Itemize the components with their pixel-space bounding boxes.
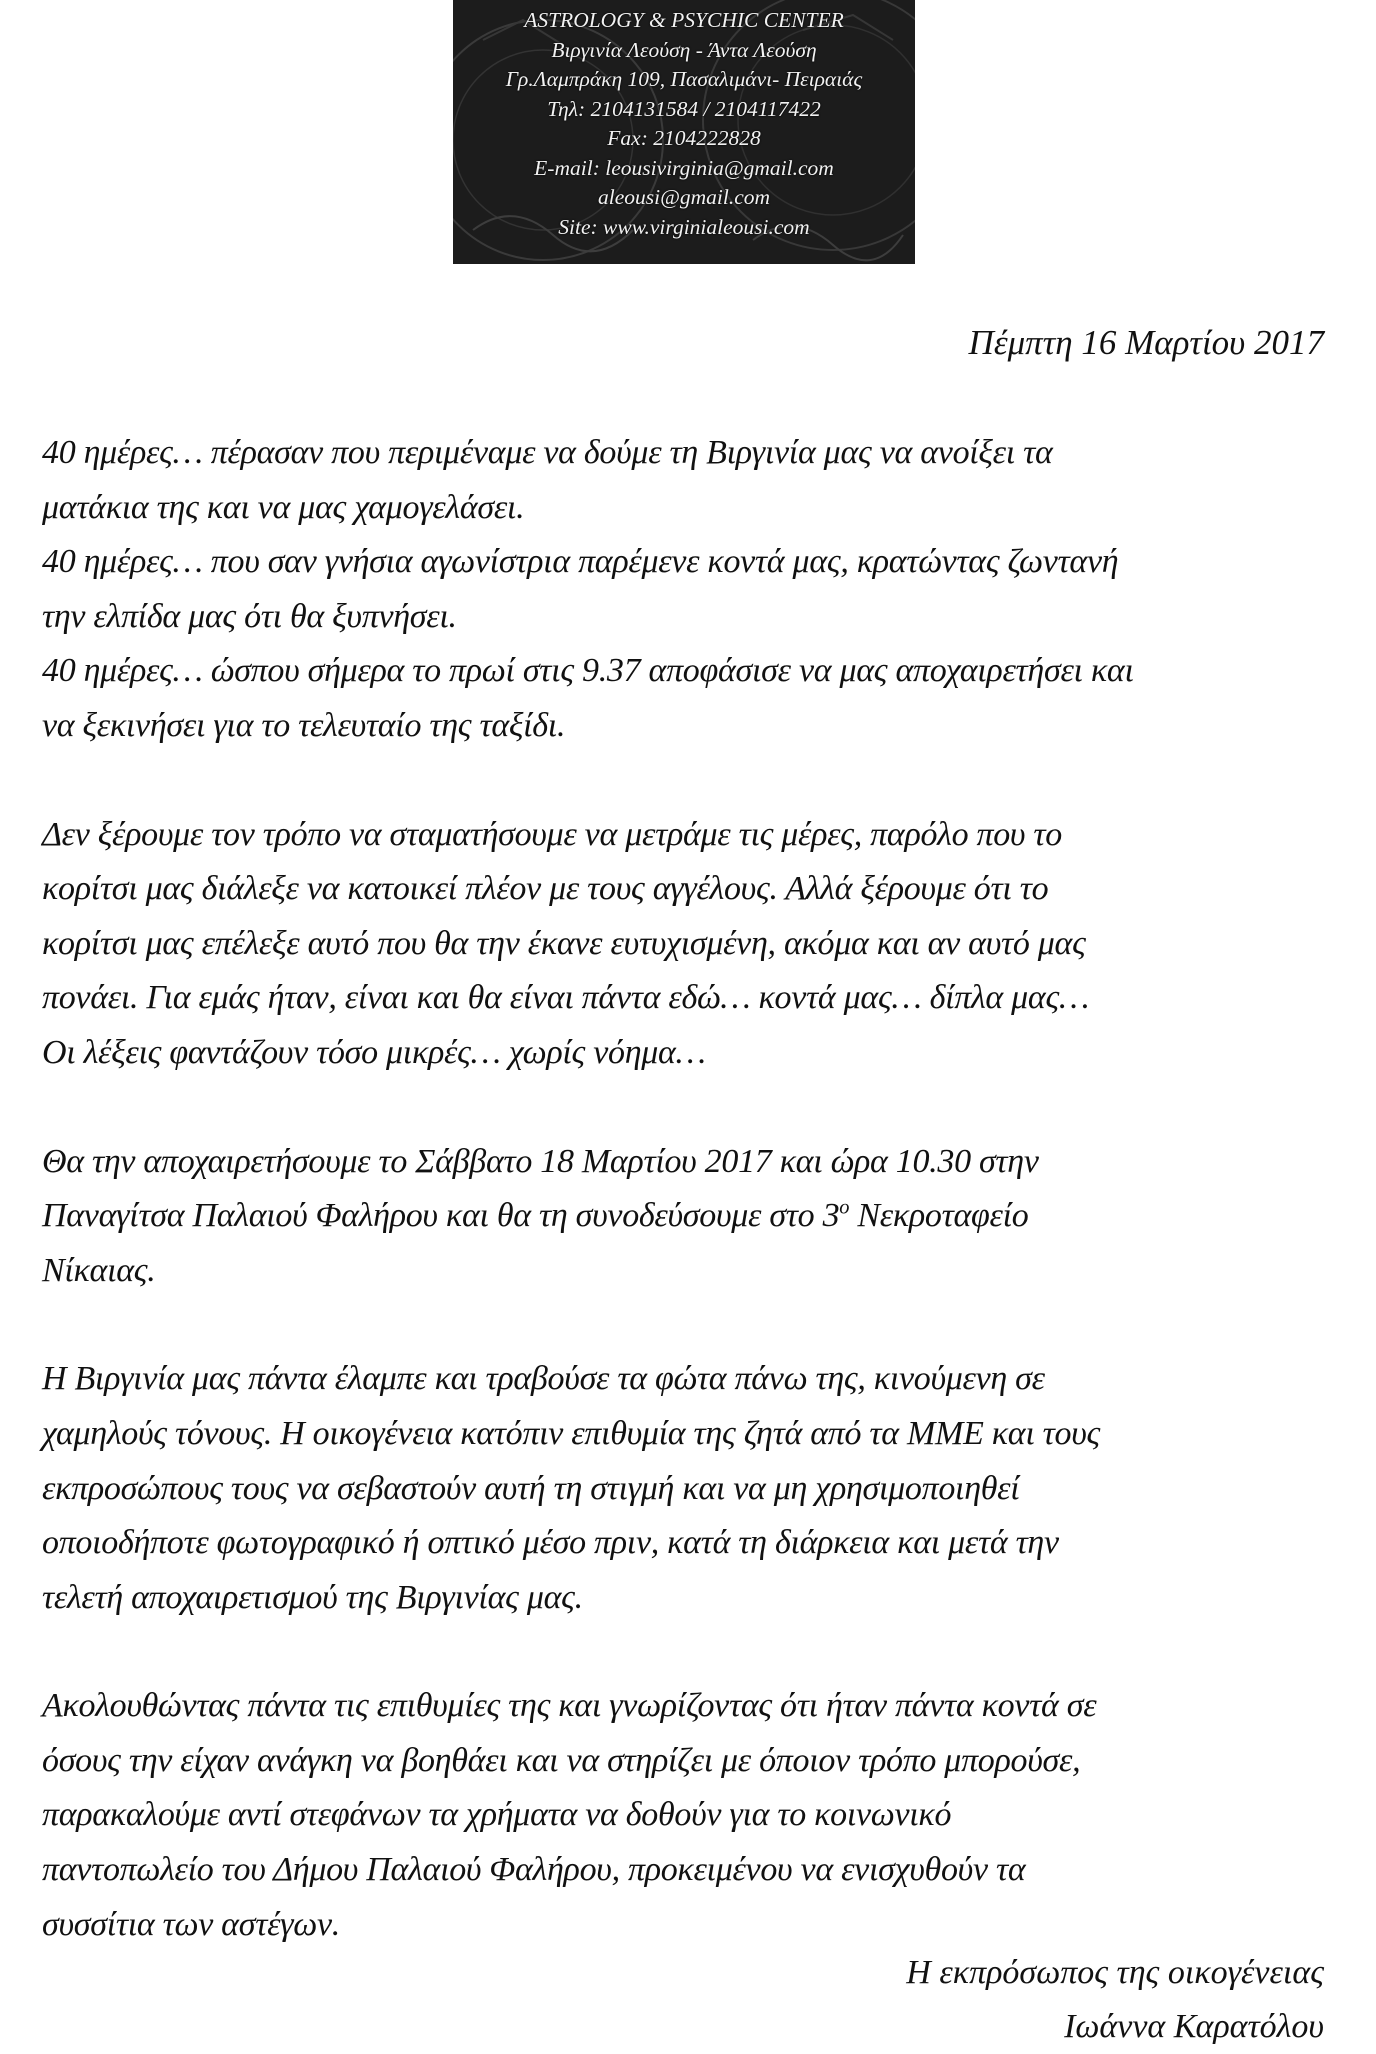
paragraph-line: 40 ημέρες… πέρασαν που περιμέναμε να δούμε τη Βιργινία μας να ανοίξει τα [42,434,1053,471]
fax: Fax: 2104222828 [607,126,761,150]
paragraph-line: 40 ημέρες… που σαν γνήσια αγωνίστρια παρέμενε κοντά μας, κρατώντας ζωντανή [42,543,1119,581]
center-name: ASTROLOGY & PSYCHIC CENTER [524,8,844,32]
paragraph-line: κορίτσι μας επέλεξε αυτό που θα την έκανε ευτυχισμένη, ακόμα και αν αυτό μας [42,924,1086,962]
letter-date: Πέμπτη 16 Μαρτίου 2017 [968,323,1324,362]
paragraph-2 [42,808,1342,1081]
paragraph-line: τελετή αποχαιρετισμού της Βιργινίας μας. [42,1578,583,1616]
paragraph-line: όσους την είχαν ανάγκη να βοηθάει και να στηρίζει με όποιον τρόπο μπορούσε, [42,1741,1081,1779]
paragraph-line: Δεν ξέρουμε τον τρόπο να σταματήσουμε να μετράμε τις μέρες, παρόλο που το [42,815,1062,853]
paragraph-line: Νίκαιας. [42,1251,156,1289]
website: Site: www.virginialeousi.com [558,214,810,239]
signature-block [906,1946,1324,2054]
paragraph-line: παντοπωλείο του Δήμου Παλαιού Φαλήρου, προκειμένου να ενισχυθούν τα [42,1851,1026,1889]
letterhead-text [453,6,915,242]
email-primary: E-mail: leousivirginia@gmail.com [534,155,834,180]
paragraph-line: κορίτσι μας διάλεξε να κατοικεί πλέον με τους αγγέλους. Αλλά ξέρουμε ότι το [42,870,1049,908]
paragraph-line: εκπροσώπους τους να σεβαστούν αυτή τη στιγμή και να μη χρησιμοποιηθεί [42,1469,1020,1507]
paragraph-line: συσσίτια των αστέγων. [42,1905,340,1943]
paragraph-line: να ξεκινήσει για το τελευταίο της ταξίδι. [42,706,566,744]
phone: Τηλ: 2104131584 / 2104117422 [547,96,821,121]
ordinal-suffix: ο [839,1196,850,1219]
paragraph-line: Οι λέξεις φαντάζουν τόσο μικρές… χωρίς νόημα… [42,1033,706,1071]
paragraph-4 [42,1352,1342,1625]
paragraph-line: χαμηλούς τόνους. Η οικογένεια κατόπιν επιθυμία της ζητά από τα ΜΜΕ και τους [42,1414,1101,1452]
paragraph-line [42,1189,1342,1244]
paragraph-line: ματάκια της και να μας χαμογελάσει. [42,488,525,526]
paragraph-3 [42,1135,1342,1299]
signature-name: Ιωάννα Καρατόλου [1064,2008,1324,2045]
paragraph-line: παρακαλούμε αντί στεφάνων τα χρήματα να δοθούν για το κοινωνικό [42,1796,952,1834]
owners-names: Βιργινία Λεούση - Άντα Λεούση [551,37,817,62]
paragraph-5 [42,1679,1342,1952]
email-secondary: aleousi@gmail.com [597,185,771,209]
paragraph-line: πονάει. Για εμάς ήταν, είναι και θα είναι πάντα εδώ… κοντά μας… δίπλα μας… [42,979,1089,1017]
paragraph-line: Θα την αποχαιρετήσουμε το Σάββατο 18 Μαρτίου 2017 και ώρα 10.30 στην [42,1142,1039,1180]
address: Γρ.Λαμπράκη 109, Πασαλιμάνι- Πειραιάς [505,67,863,91]
paragraph-line: Η Βιργινία μας πάντα έλαμπε και τραβούσε τα φώτα πάνω της, κινούμενη σε [42,1360,1045,1398]
letter-body [42,426,1342,1952]
paragraph-line-text: Παναγίτσα Παλαιού Φαλήρου και θα τη συνοδεύσουμε στο 3 [42,1197,840,1235]
paragraph-line: 40 ημέρες… ώσπου σήμερα το πρωί στις 9.37 αποφάσισε να μας αποχαιρετήσει και [42,652,1134,690]
signature-role: Η εκπρόσωπος της οικογένειας [906,1954,1324,1991]
letterhead-box [453,0,915,264]
paragraph-line: οποιοδήποτε φωτογραφικό ή οπτικό μέσο πριν, κατά τη διάρκεια και μετά την [42,1524,1059,1562]
paragraph-line: την ελπίδα μας ότι θα ξυπνήσει. [42,597,457,635]
paragraph-line: Ακολουθώντας πάντα τις επιθυμίες της και γνωρίζοντας ότι ήταν πάντα κοντά σε [42,1687,1097,1725]
paragraph-1 [42,426,1342,754]
paragraph-line-text: Νεκροταφείο [849,1197,1029,1235]
